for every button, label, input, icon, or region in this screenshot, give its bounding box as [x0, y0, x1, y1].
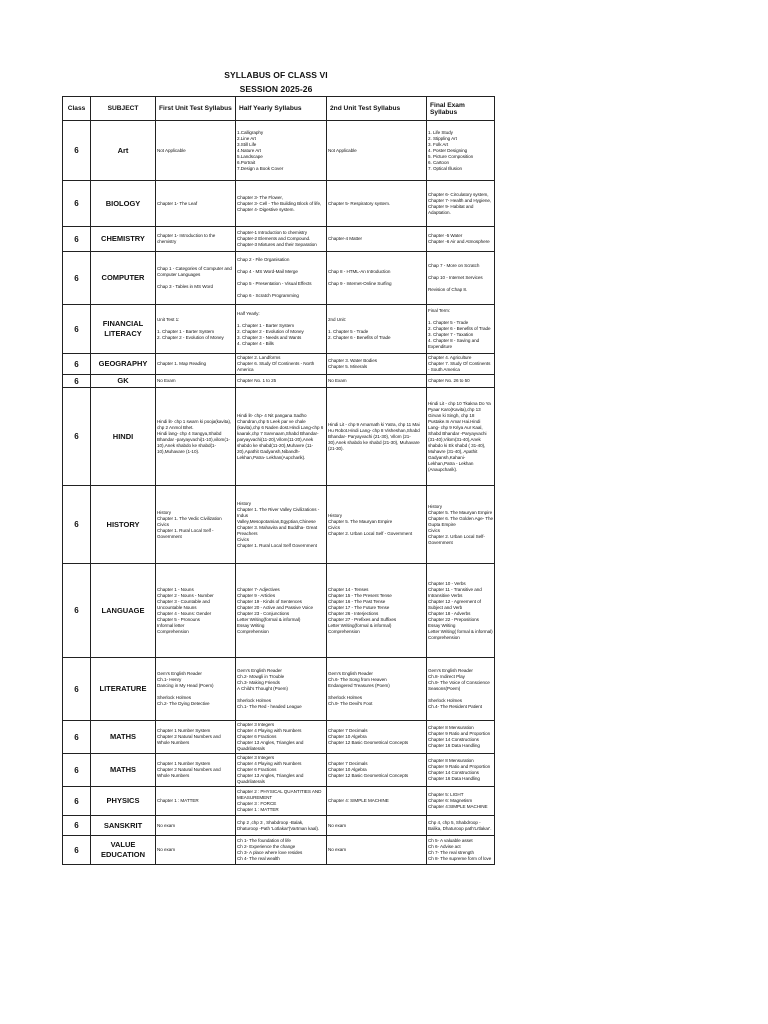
half-yearly-cell: Ch 1- The foundation of life Ch 2- Experience the change Ch 3- A place where love resides Ch 4- The real wealth: [236, 836, 327, 865]
final-exam-cell: Hindi Lit - chp 10 Tkakna Do Ya Pyaar Karo(Kavita),chp 13 Girvan ki Singh, chp 18 Pustake.In Amar Hai.Hindi Lang- chp 9 Kriya Aur Kaal, Shabd Bhandar -Paryayvachi (31-40),Vilom(31-40),Anek shabdo ki Ek shabd ( 31-40), Muhavre (31-40), Apathit Gadyansh,Kahani- Lekhan,Patra - Lekhan (Anaupcharik).: [427, 388, 495, 486]
first-unit-test-cell: No exam: [156, 836, 236, 865]
table-row: [63, 816, 495, 836]
table-row: [63, 658, 495, 721]
class-cell: 6: [63, 121, 91, 181]
first-unit-test-cell: Unit Test 1: 1. Chapter 1 - Barter System 2. Chapter 2 - Evolution of Money: [156, 305, 236, 354]
second-unit-test-cell: No Exam: [327, 375, 427, 388]
second-unit-test-cell: Chapter 4: SIMPLE MACHINE: [327, 787, 427, 816]
subject-cell: LANGUAGE: [91, 564, 156, 658]
table-row: [63, 375, 495, 388]
class-cell: 6: [63, 252, 91, 305]
table-row: [63, 227, 495, 252]
second-unit-test-cell: Chapter 3. Water Bodies Chapter 5. Minerals: [327, 354, 427, 375]
first-unit-test-cell: Chapter 1- Introduction to the chemistry: [156, 227, 236, 252]
header-second-unit-test: 2nd Unit Test Syllabus: [327, 97, 427, 121]
first-unit-test-cell: Not Applicable: [156, 121, 236, 181]
subject-cell: GK: [91, 375, 156, 388]
half-yearly-cell: Chapter 7- Adjectives Chapter 9 - Articles Chapter 19 - Kinds of Sentences Chapter 20 - Active and Passive Voice Chapter 23 - Conjunctions Letter Writing(formal & informal) Essay Writing Comprehension: [236, 564, 327, 658]
half-yearly-cell: Chapter No. 1 to 25: [236, 375, 327, 388]
subject-cell: FINANCIAL LITERACY: [91, 305, 156, 354]
header-final-exam: Final Exam Syllabus: [427, 97, 495, 121]
half-yearly-cell: Chap 2 - File Organisation Chap 4 - MS Word-Mail Merge Chap 5 - Presentation - Visual Effects Chap 6 - Scratch Programming: [236, 252, 327, 305]
first-unit-test-cell: Chapter 1 : MATTER: [156, 787, 236, 816]
final-exam-cell: Chapter 5: LIGHT Chapter 6: Magnetism Chapter 4:SIMPLE MACHINE: [427, 787, 495, 816]
header-first-unit-test: First Unit Test Syllabus: [156, 97, 236, 121]
half-yearly-cell: Chapter 3 Integers Chapter 4 Playing with Numbers Chapter 6 Fractions Chapter 13 Angles, Triangles and Quadrilaterals: [236, 754, 327, 787]
final-exam-cell: Chapter No. 26 to 50: [427, 375, 495, 388]
class-cell: 6: [63, 836, 91, 865]
first-unit-test-cell: No exam: [156, 816, 236, 836]
second-unit-test-cell: No exam: [327, 836, 427, 865]
final-exam-cell: Chap 7 - More on Scratch Chap 10 - Internet Services Revision of Chap 8.: [427, 252, 495, 305]
header-subject: SUBJECT: [91, 97, 156, 121]
second-unit-test-cell: Chapter-4 Matter: [327, 227, 427, 252]
second-unit-test-cell: Gem's English Reader Ch.6- The Song from Heaven Endangered Treasures (Poem) Sherlock Holmes Ch.9- The Devil's Foot: [327, 658, 427, 721]
half-yearly-cell: Gem's English Reader Ch.2- Mowgli in Trouble Ch.3- Making Friends A Child's Thought (Poem) Sherlock Holmes Ch.1- The Red - headed League: [236, 658, 327, 721]
table-row: [63, 252, 495, 305]
final-exam-cell: Chapter 6- Circulatory system, Chapter 7- Health and Hygiene, Chapter 9- Habitat and Adaptation.: [427, 181, 495, 227]
final-exam-cell: Final Term: 1. Chapter 5 - Trade 2. Chapter 6 - Benefits of Trade 3. Chapter 7 - Taxation 4. Chapter 8 - Saving and Expenditure: [427, 305, 495, 354]
first-unit-test-cell: Chapter 1 Number System Chapter 2 Natural Numbers and Whole Numbers: [156, 754, 236, 787]
class-cell: 6: [63, 181, 91, 227]
final-exam-cell: Gem's English Reader Ch.8- Indirect Play Ch.9- The Voice of Conscience Seasons(Poem) Sherlock Holmes Ch.4- The Resident Patient: [427, 658, 495, 721]
subject-cell: SANSKRIT: [91, 816, 156, 836]
second-unit-test-cell: History Chapter 5. The Mauryan Empire Civics Chapter 2. Urban Local Self - Government: [327, 486, 427, 564]
class-cell: 6: [63, 658, 91, 721]
table-row: [63, 486, 495, 564]
half-yearly-cell: Half Yearly: 1. Chapter 1 - Barter System 2. Chapter 2 - Evolution of Money 3. Chapter 3 - Needs and Wants 4. Chapter 4 - Bills: [236, 305, 327, 354]
second-unit-test-cell: 2nd Unit: 1. Chapter 5 - Trade 2. Chapter 6 - Benefits of Trade: [327, 305, 427, 354]
second-unit-test-cell: Chapter 14 - Tenses Chapter 15 - The Present Tense Chapter 16 - The Past Tense Chapter 17 - The Future Tense Chapter 26 - Interjections Chapter 27 - Prefixes and Suffixes Letter Writing(formal & informal) Comprehension: [327, 564, 427, 658]
second-unit-test-cell: Not Applicable: [327, 121, 427, 181]
class-cell: 6: [63, 721, 91, 754]
table-row: [63, 787, 495, 816]
half-yearly-cell: Hindi lit- chp- 4 Nit pangana Sadho Chandran,chp 5 Leek par ve chale (kavita),chp 6 Naden dost.Hindi Lang-chp 6 kaarak,chp 7 Sarvnaam,Shabd Bhandar- paryayvachi(11-20),Vilom(11-20),Anek shabdo ke shabd(11-20),Muhavre (11-20),Apathit Gadyansh,Nibandh- Lekhan,Patra- Lekhan(Aupcharik).: [236, 388, 327, 486]
half-yearly-cell: History Chapter 1. The River Valley Civilizations - Indus Valley,Mesopotamian,Egyptian,Chinese Chapter 3. Mahavira and Buddha- Great Preachers Civics Chapter 1. Rural Local Self Government: [236, 486, 327, 564]
syllabus-table: [62, 96, 495, 865]
class-cell: 6: [63, 354, 91, 375]
subject-cell: BIOLOGY: [91, 181, 156, 227]
final-exam-cell: Chapter -5 Water Chapter -6 Air and Atmosphere: [427, 227, 495, 252]
second-unit-test-cell: Chapter 5- Respiratory system.: [327, 181, 427, 227]
table-row: [63, 836, 495, 865]
table-row: [63, 721, 495, 754]
subject-cell: PHYSICS: [91, 787, 156, 816]
subject-cell: LITERATURE: [91, 658, 156, 721]
final-exam-cell: Chapter 8 Mensuration Chapter 9 Ratio and Proportion Chapter 14 Constructions Chapter 16 Data Handling: [427, 754, 495, 787]
table-row: [63, 388, 495, 486]
subject-cell: MATHS: [91, 721, 156, 754]
class-cell: 6: [63, 305, 91, 354]
table-row: [63, 305, 495, 354]
subject-cell: VALUE EDUCATION: [91, 836, 156, 865]
final-exam-cell: History Chapter 5. The Mauryan Empire Chapter 6. The Golden Age- The Gupta Empire Civics Chapter 2. Urban Local Self- Government: [427, 486, 495, 564]
subject-cell: COMPUTER: [91, 252, 156, 305]
class-cell: 6: [63, 486, 91, 564]
final-exam-cell: Chp 4, chp 5, Shabdroop - Balika, Dhaturoop path'Lrtlakar'.: [427, 816, 495, 836]
class-cell: 6: [63, 816, 91, 836]
second-unit-test-cell: Chapter 7 Decimals Chapter 10 Algebra Chapter 12 Basic Geometrical Concepts: [327, 721, 427, 754]
first-unit-test-cell: No Exam: [156, 375, 236, 388]
table-row: [63, 121, 495, 181]
first-unit-test-cell: Chapter 1. Map Reading: [156, 354, 236, 375]
half-yearly-cell: 1.Calligraphy 2.Line Art 3.Still Life 4.Nature Art 5.Landscape 6.Portrait 7.Design a Book Cover: [236, 121, 327, 181]
syllabus-body: [63, 121, 495, 865]
half-yearly-cell: Chapter-1 Introduction to chemistry Chapter-2 Elements and Compound. Chapter-3 Mixtures and their Separation: [236, 227, 327, 252]
second-unit-test-cell: Hindi Lit - chp 9 Amarnath ki Yatra, chp 11 Mai Hu Robot.Hindi Lang- chp 8 Visheshan,Shabd Bhandar- Paryayvachi (21-30), Vilom (21-30),Anek shabdo ke shabd (21-30), Muhavare (21-30).: [327, 388, 427, 486]
class-cell: 6: [63, 787, 91, 816]
class-cell: 6: [63, 388, 91, 486]
header-half-yearly: Half Yearly Syllabus: [236, 97, 327, 121]
first-unit-test-cell: Chapter 1 Number System Chapter 2 Natural Numbers and Whole Numbers: [156, 721, 236, 754]
final-exam-cell: 1. Life Study 2. Stippling Art 3. Folk Art 4. Poster Designing 5. Picture Composition 6. Cartoon 7. Optical Illusion: [427, 121, 495, 181]
first-unit-test-cell: Chapter 1 - Nouns Chapter 2 - Nouns - Number Chapter 3 - Countable and Uncountable Nouns Chapter 4 - Nouns: Gender Chapter 5 - Pronouns Informal letter Comprehension: [156, 564, 236, 658]
subject-cell: Art: [91, 121, 156, 181]
second-unit-test-cell: Chap 8 - HTML-An Introduction Chap 9 - Internet-Online Surfing: [327, 252, 427, 305]
subject-cell: GEOGRAPHY: [91, 354, 156, 375]
first-unit-test-cell: Gem's English Reader Ch.1- Henry Dancing in My Head (Poem) Sherlock Holmes Ch.2- The Dying Detective: [156, 658, 236, 721]
session-title: SESSION 2025-26: [239, 84, 313, 94]
first-unit-test-cell: Hindi lit- chp 1 swarn ki pooja(kavita), chp 2 Anmol Bhet. Hindi lang- chp 4 Sangya,Shabd Bhandar -paryayvachi(1-10),vilom(1-10),Anek shabdo ke shabd(1-10),Muhavare (1-10).: [156, 388, 236, 486]
table-row: [63, 354, 495, 375]
second-unit-test-cell: Chapter 7 Decimals Chapter 10 Algebra Chapter 12 Basic Geometrical Concepts: [327, 754, 427, 787]
table-row: [63, 181, 495, 227]
header-row: [63, 97, 495, 121]
class-cell: 6: [63, 227, 91, 252]
final-exam-cell: Ch 5- A valuable asset Ch 6- Advise act Ch 7- The real strength Ch 8- The supreme form of love: [427, 836, 495, 865]
class-cell: 6: [63, 754, 91, 787]
first-unit-test-cell: Chap 1 - Categories of Computer and Computer Languages Chap 3 - Tables in MS Word: [156, 252, 236, 305]
half-yearly-cell: Chapter 3- The Flower, Chapter 3- Cell - The Building Block of life, Chapter 4- Digestive system.: [236, 181, 327, 227]
half-yearly-cell: Chapter 2. Landforms Chapter 6. Study Of Continents - North America: [236, 354, 327, 375]
final-exam-cell: Chapter 10 - Verbs Chapter 11 - Transitive and Intransitive Verbs Chapter 12 - Agreement of Subject and Verb Chapter 18 - Adverbs Chapter 22 - Prepositions Essay Writing Letter Writing( formal & informal) Comprehension: [427, 564, 495, 658]
half-yearly-cell: Chapter 2 : PHYSICAL QUANTITIES AND MEASUREMENT Chapter 3 : FORCE Chapter 1 : MATTER: [236, 787, 327, 816]
subject-cell: HISTORY: [91, 486, 156, 564]
subject-cell: CHEMISTRY: [91, 227, 156, 252]
header-class: Class: [63, 97, 91, 121]
subject-cell: HINDI: [91, 388, 156, 486]
half-yearly-cell: Chp 2 ,chp 3 , Shabdroop -Balak, Dhaturoop -Path 'Lotlakar'(Vartman kaal).: [236, 816, 327, 836]
table-row: [63, 754, 495, 787]
table-row: [63, 564, 495, 658]
document-title: SYLLABUS OF CLASS VI: [224, 70, 328, 80]
first-unit-test-cell: History Chapter 1. The Vedic Civilization Civics Chapter 1. Rural Local Self - Government: [156, 486, 236, 564]
first-unit-test-cell: Chapter 1- The Leaf: [156, 181, 236, 227]
final-exam-cell: Chapter 8 Mensuration Chapter 9 Ratio and Proportion Chapter 14 Constructions Chapter 16 Data Handling: [427, 721, 495, 754]
half-yearly-cell: Chapter 3 Integers Chapter 4 Playing with Numbers Chapter 6 Fractions Chapter 13 Angles, Triangles and Quadrilaterals: [236, 721, 327, 754]
final-exam-cell: Chapter 4. Agriculture Chapter 7. Study Of Continents - South America: [427, 354, 495, 375]
class-cell: 6: [63, 564, 91, 658]
class-cell: 6: [63, 375, 91, 388]
subject-cell: MATHS: [91, 754, 156, 787]
second-unit-test-cell: No exam: [327, 816, 427, 836]
